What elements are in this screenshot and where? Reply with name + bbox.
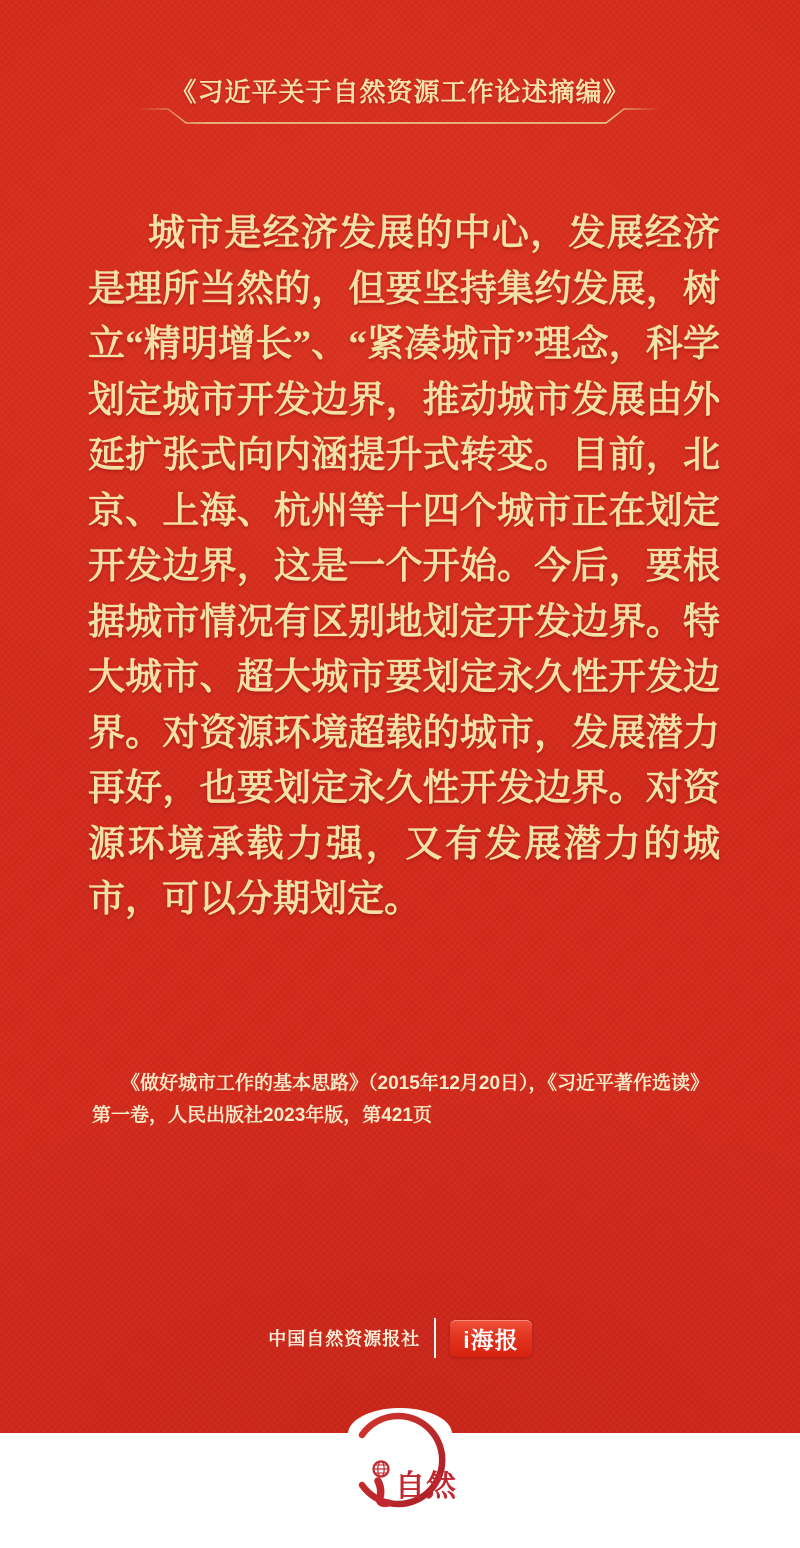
citation-line-1: 《做好城市工作的基本思路》（2015年12月20日），《习近平著作选读》 — [121, 1073, 710, 1094]
publisher-name: 中国自然资源报社 — [268, 1329, 421, 1349]
notched-line — [80, 109, 718, 123]
quote-paragraph: 城市是经济发展的中心，发展经济是理所当然的，但要坚持集约发展，树立“精明增长”、“紧凑城市”理念，科学划定城市开发边界，推动城市发展由外延扩张式向内涵提升式转变。目前，北京、上海、杭州等十四个城市正在划定开发边界，这是一个开始。今后，要根据城市情况有区别地划定开发边界。特大城市、超大城市要划定永久性开发边界。对资源环境超载的城市，发展潜力再好，也要划定永久性开发边界。对资源环境承载力强，又有发展潜力的城市，可以分期划定。 — [88, 213, 720, 920]
ihaibao-badge — [450, 1320, 531, 1357]
inature-logo — [344, 1410, 458, 1512]
citation-line-2: 第一卷，人民出版社2023年版，第421页 — [92, 1105, 432, 1126]
decorative-border-line — [0, 100, 800, 132]
globe-icon — [374, 1462, 389, 1477]
citation — [92, 1068, 732, 1132]
logo-name: 自然 — [395, 1470, 457, 1503]
poster-title: 《习近平关于自然资源工作论述摘编》 — [170, 78, 630, 107]
logo-letter-i — [378, 1481, 388, 1503]
badge-label: i海报 — [463, 1326, 519, 1353]
footer-divider — [434, 1318, 436, 1358]
footer — [0, 1316, 800, 1360]
